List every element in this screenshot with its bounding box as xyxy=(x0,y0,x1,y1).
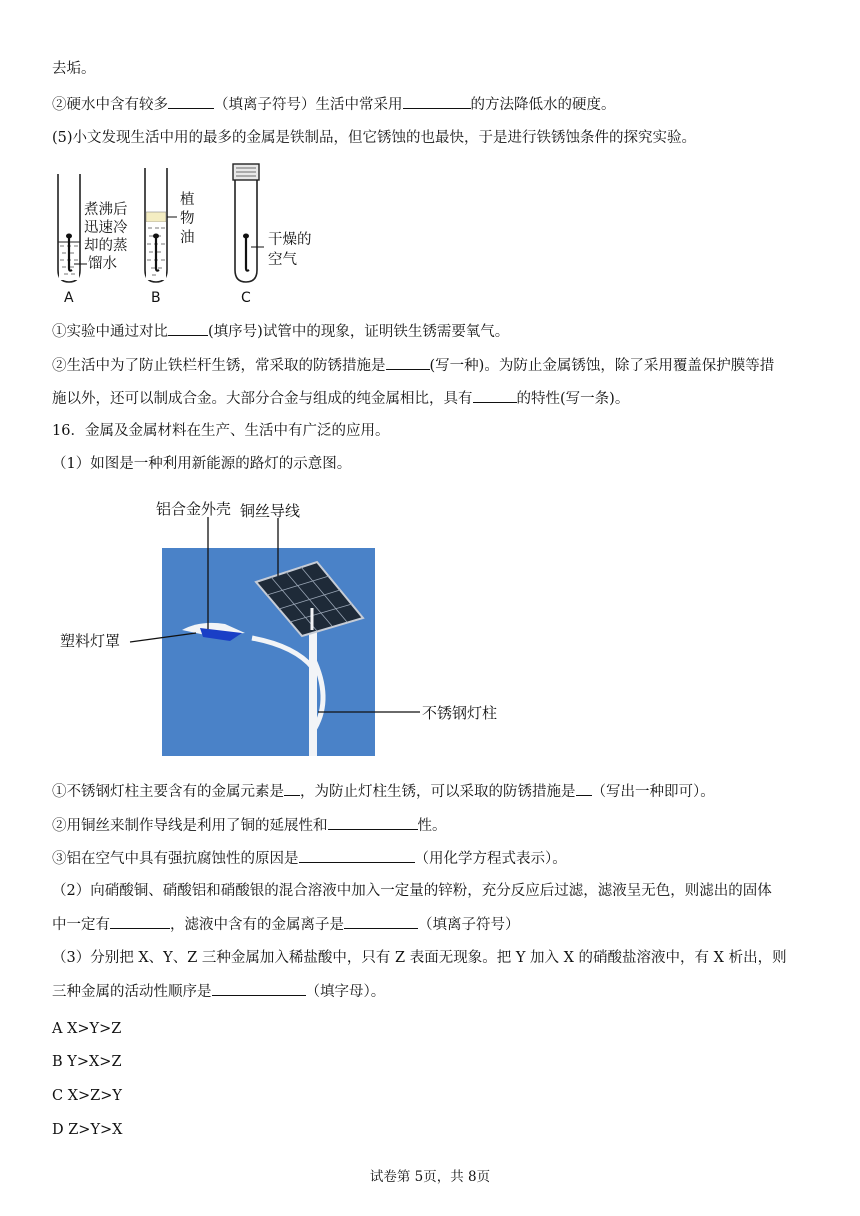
tube-a-label: 煮沸后 xyxy=(84,202,128,218)
wire-label: 铜丝导线 xyxy=(240,502,301,520)
text: ，为防止灯柱生锈，可以采取的防锈措施是 xyxy=(300,784,576,800)
answer-blank[interactable] xyxy=(576,781,592,796)
text: ②硬水中含有较多 xyxy=(52,97,168,113)
option-label: C X>Z>Y xyxy=(52,1088,122,1104)
tube-c-label: 干燥的 xyxy=(268,232,312,248)
street-lamp-figure xyxy=(60,488,510,763)
text: ②用铜丝来制作导线是利用了铜的延展性和 xyxy=(52,818,328,834)
option-a[interactable] xyxy=(52,1019,121,1039)
text-line xyxy=(52,355,774,376)
answer-blank[interactable] xyxy=(284,781,300,796)
question-heading xyxy=(52,421,389,441)
text: ②生活中为了防止铁栏杆生锈，常采取的防锈措施是 xyxy=(52,358,386,374)
tube-c-label: 空气 xyxy=(268,252,297,268)
text: 性。 xyxy=(417,818,447,834)
text: （用化学方程式表示）。 xyxy=(414,851,567,867)
answer-blank[interactable] xyxy=(473,388,517,403)
shell-label: 铝合金外壳 xyxy=(156,500,232,518)
answer-blank[interactable] xyxy=(344,914,418,929)
text-line xyxy=(52,128,696,148)
text-line xyxy=(52,914,520,935)
text: 三种金属的活动性顺序是 xyxy=(52,984,212,1000)
text-line xyxy=(52,848,567,869)
text: 16．金属及金属材料在生产、生活中有广泛的应用。 xyxy=(52,423,390,439)
test-tube-figure xyxy=(50,160,320,305)
text: 中一定有 xyxy=(52,917,110,933)
text: （1）如图是一种利用新能源的路灯的示意图。 xyxy=(52,456,352,472)
test-tube-b xyxy=(145,168,195,305)
text: 的特性(写一条)。 xyxy=(516,391,630,407)
text: (5)小文发现生活中用的最多的金属是铁制品，但它锈蚀的也最快，于是进行铁锈蚀条件的探究实验。 xyxy=(52,130,697,146)
tube-b-label: 植 xyxy=(180,192,195,208)
option-c[interactable] xyxy=(52,1086,122,1106)
text: 的方法降低水的硬度。 xyxy=(470,97,616,113)
text: （填字母）。 xyxy=(305,984,386,1000)
tube-a-label: 却的蒸 xyxy=(84,238,128,254)
text: (写一种)。为防止金属锈蚀，除了采用覆盖保护膜等措 xyxy=(429,358,775,374)
text: （3）分别把 X、Y、Z 三种金属加入稀盐酸中，只有 Z 表面无现象。把 Y 加入 X 的硝酸盐溶液中，有 X 析出，则 xyxy=(52,950,787,966)
option-b[interactable] xyxy=(52,1052,122,1072)
option-label: A X>Y>Z xyxy=(52,1021,122,1037)
text: （填离子符号） xyxy=(418,917,520,933)
test-tube-a xyxy=(58,174,128,305)
text-line xyxy=(52,59,96,79)
answer-blank[interactable] xyxy=(212,981,306,996)
text: (填序号)试管中的现象，证明铁生锈需要氧气。 xyxy=(208,324,510,340)
text: ③铝在空气中具有强抗腐蚀性的原因是 xyxy=(52,851,299,867)
tube-b-label: 油 xyxy=(180,230,195,246)
page-footer: 试卷第 5页，共 8页 xyxy=(369,1169,491,1185)
tube-c-letter: C xyxy=(241,290,251,305)
option-label: D Z>Y>X xyxy=(52,1122,123,1138)
pole-label: 不锈钢灯柱 xyxy=(422,704,498,722)
test-tube-c xyxy=(233,164,312,305)
answer-blank[interactable] xyxy=(168,321,208,336)
text-line xyxy=(52,94,616,115)
text: ①不锈钢灯柱主要含有的金属元素是 xyxy=(52,784,284,800)
answer-blank[interactable] xyxy=(110,914,170,929)
text-line xyxy=(52,454,351,474)
text-line xyxy=(52,815,447,836)
text: 施以外，还可以制成合金。大部分合金与组成的纯金属相比，具有 xyxy=(52,391,473,407)
answer-blank[interactable] xyxy=(328,815,418,830)
text-line xyxy=(52,388,629,409)
answer-blank[interactable] xyxy=(168,94,214,109)
tube-b-letter: B xyxy=(151,290,161,305)
option-d[interactable] xyxy=(52,1120,123,1140)
text: ①实验中通过对比 xyxy=(52,324,168,340)
text: ，滤液中含有的金属离子是 xyxy=(170,917,344,933)
text-line xyxy=(52,881,772,901)
tube-a-label: 馏水 xyxy=(88,256,117,272)
text: （填离子符号）生活中常采用 xyxy=(214,97,403,113)
tube-b-label: 物 xyxy=(180,211,195,227)
text-line xyxy=(52,321,509,342)
text: （写出一种即可）。 xyxy=(591,784,715,800)
answer-blank[interactable] xyxy=(299,848,415,863)
text-line xyxy=(52,781,715,802)
answer-blank[interactable] xyxy=(386,355,430,370)
text: 去垢。 xyxy=(52,61,96,77)
text: （2）向硝酸铜、硝酸铝和硝酸银的混合溶液中加入一定量的锌粉，充分反应后过滤，滤液呈无色，则滤出的固体 xyxy=(52,883,772,899)
tube-a-label: 迅速冷 xyxy=(84,220,128,236)
option-label: B Y>X>Z xyxy=(52,1054,122,1070)
text-line xyxy=(52,948,787,968)
tube-a-letter: A xyxy=(64,290,74,305)
answer-blank[interactable] xyxy=(403,94,471,109)
text-line xyxy=(52,981,385,1002)
lampshade-label: 塑料灯罩 xyxy=(60,632,121,650)
